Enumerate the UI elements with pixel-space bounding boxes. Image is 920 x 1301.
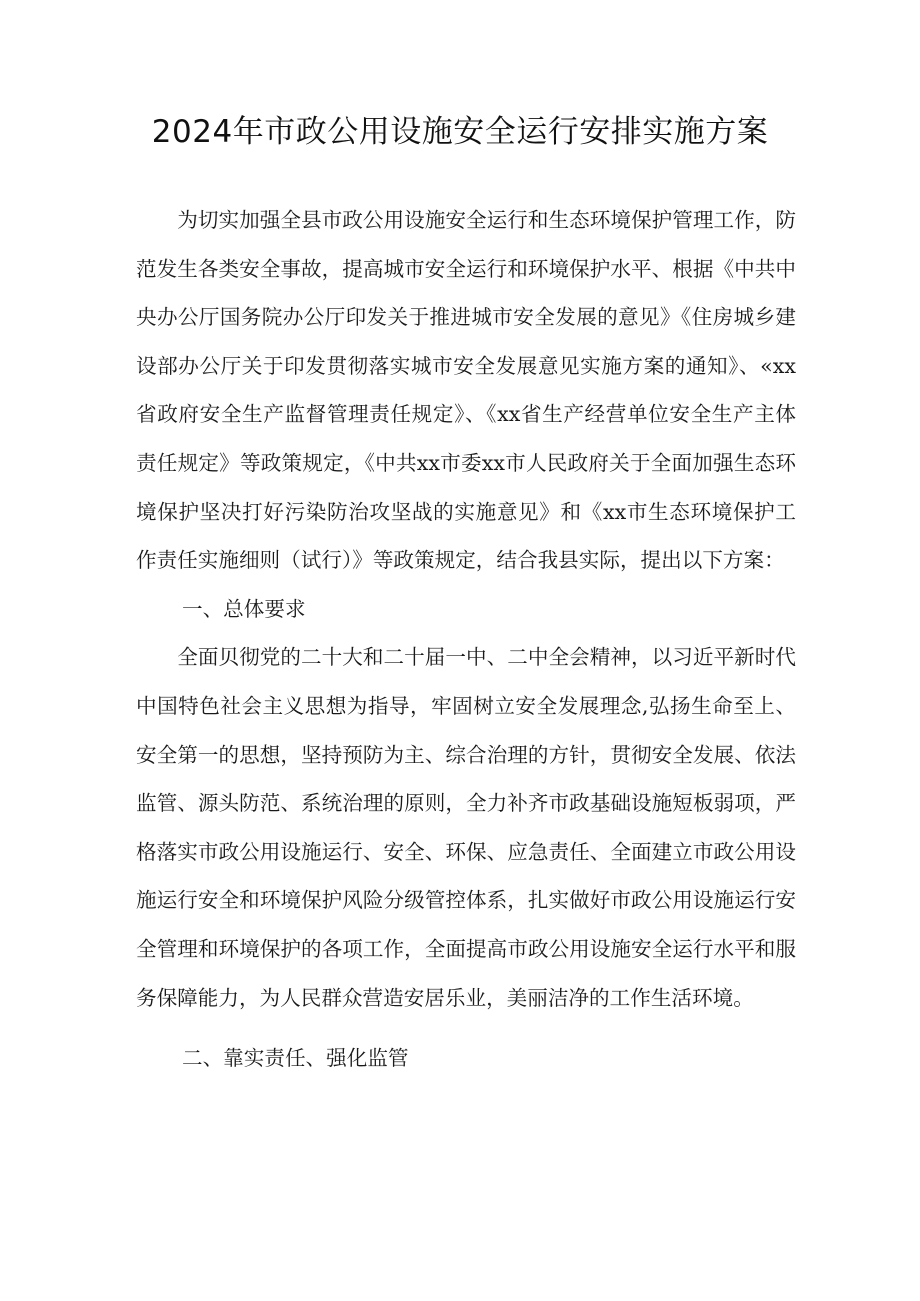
general-requirements-paragraph: 全面贝彻党的二十大和二十届一中、二中全会精神，以习近平新时代中国特色社会主义思想为指导，牢固树立安全发展理念,弘扬生命至上、安全第一的思想，坚持预防为主、综合治理的方针，贯彻安全发展、依法监管、源头防范、系统治理的原则，全力补齐市政基础设施短板弱项，严格落实市政公用设施运行、安全、环保、应急责任、全面建立市政公用设施运行安全和环境保护风险分级管控体系，扎实做好市政公用设施运行安全管理和环境保护的各项工作，全面提高市政公用设施安全运行水平和服务保障能力，为人民群众营造安居乐业，美丽洁净的工作生活环境。 xyxy=(136,645,796,1010)
section-heading-general-requirements: 一、总体要求 xyxy=(182,596,306,621)
intro-paragraph: 为切实加强全县市政公用设施安全运行和生态环境保护管理工作，防范发生各类安全事故，提高城市安全运行和环境保护水平、根据《中共中央办公厅国务院办公厅印发关于推进城市安全发展的意见》《住房城乡建设部办公厅关于印发贯彻落实城市安全发展意见实施方案的通知》、«xx省政府安全生产监督管理责任规定》、《xx省生产经营单位安全生产主体责任规定》等政策规定，《中共xx市委xx市人民政府关于全面加强生态环境保护坚决打好污染防治攻坚战的实施意见》和《xx市生态环境保护工作责任实施细则（试行）》等政策规定，结合我县实际，提出以下方案： xyxy=(136,208,796,573)
document-body xyxy=(136,196,796,1083)
section-heading-responsibility: 二、靠实责任、强化监管 xyxy=(182,1046,409,1071)
document-title: 2024年市政公用设施安全运行安排实施方案 xyxy=(151,114,769,150)
